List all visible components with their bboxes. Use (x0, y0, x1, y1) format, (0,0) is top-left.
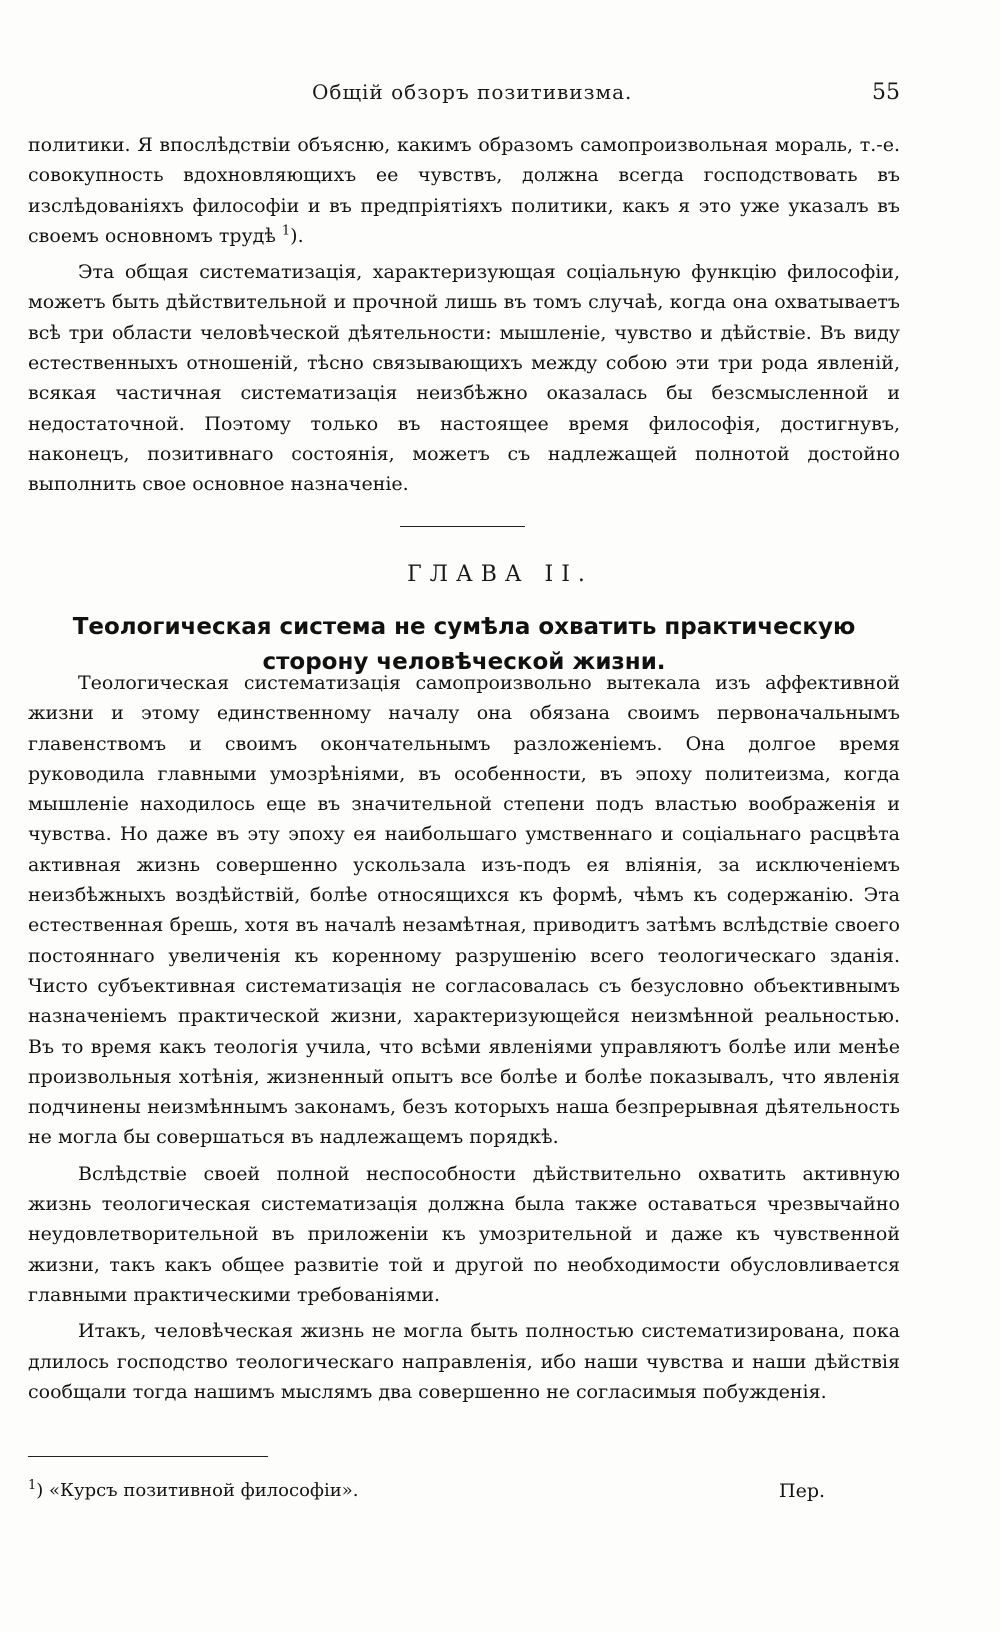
paragraph-chapter-2: Вслѣдствіе своей полной неспособности дѣйствительно охватить активную жизнь теологическая систематизація должна была также оставаться чрезвычайно неудовлетворительной въ приложеніи къ умозрительной и даже къ чувственной жизни, такъ какъ общее развитіе той и другой по необходимости обусловливается главными практическими требованіями. (28, 1162, 900, 1306)
chapter-label: ГЛАВА II. (407, 562, 593, 587)
translator-note: Пер. (779, 1480, 826, 1502)
top-section (28, 130, 900, 500)
paragraph-top-1 (28, 130, 900, 251)
page-number: 55 (872, 80, 900, 105)
footnote-marker-tail: ) (36, 1480, 44, 1501)
paragraph-top-2: Эта общая систематизація, характеризующая соціальную функцію философіи, можетъ быть дѣйствительной и прочной лишь въ томъ случаѣ, когда она охватываетъ всѣ три области человѣческой дѣятельности: мышленіе, чувство и дѣйствіе. Въ виду естественныхъ отношеній, тѣсно связывающихъ между собою эти три рода явленій, всякая частичная систематизація неизбѣжно оказалась бы безсмысленной и недостаточной. Поэтому только въ настоящее время философія, достигнувъ, наконецъ, позитивнаго состоянія, можетъ съ надлежащей полнотой достойно выполнить свое основное назначеніе. (28, 261, 900, 496)
footnote-rule (28, 1456, 268, 1457)
footnote (28, 1478, 828, 1504)
paragraph-chapter-3: Итакъ, человѣческая жизнь не могла быть полностью систематизирована, пока длилось господство теологическаго направленія, ибо наши чувства и наши дѣйствія сообщали тогда нашимъ мыслямъ два совершенно не согласимыя побужденія. (28, 1320, 900, 1403)
running-title: Общій обзоръ позитивизма. (312, 80, 633, 104)
chapter-title: Теологическая система не сумѣла охватить практическую сторону человѣческой жизни. (72, 614, 856, 675)
section-separator (400, 526, 525, 527)
footnote-ref: 1 (281, 223, 291, 239)
footnote-text: «Курсъ позитивной философіи». (49, 1480, 359, 1501)
paragraph-text: политики. Я впослѣдствіи объясню, какимъ образомъ самопроизвольная мораль, т.-е. совокупность вдохновляющихъ ее чувствъ, должна всегда господствовать въ изслѣдованіяхъ философіи и въ предпріятіяхъ политики, какъ я это уже указалъ въ своемъ основномъ трудѣ (28, 134, 900, 247)
footnote-marker: 1 (28, 1478, 37, 1493)
chapter-body (28, 668, 900, 1407)
paragraph-chapter-1: Теологическая систематизація самопроизвольно вытекала изъ аффективной жизни и этому единственному началу она обязана своимъ первоначальнымъ главенствомъ и своимъ окончательнымъ разложеніемъ. Она долгое время руководила главными умозрѣніями, въ особенности, въ эпоху политеизма, когда мышленіе находилось еще въ значительной степени подъ властью воображенія и чувства. Но даже въ эту эпоху ея наибольшаго умственнаго и соціальнаго расцвѣта активная жизнь совершенно ускользала изъ-подъ ея вліянія, за исключеніемъ неизбѣжныхъ воздѣйствій, болѣе относящихся къ формѣ, чѣмъ къ содержанію. Эта естественная брешь, хотя въ началѣ незамѣтная, приводитъ затѣмъ вслѣдствіе своего постояннаго увеличенія къ коренному разрушенію всего теологическаго зданія. Чисто субъективная систематизація не согласовалась съ безусловно объективнымъ назначеніемъ практической жизни, характеризующейся неизмѣнной реальностью. Въ то время какъ теологія учила, что всѣми явленіями управляютъ болѣе или менѣе произвольныя хотѣнія, жизненный опытъ все болѣе и болѣе показывалъ, что явленія подчинены неизмѣннымъ законамъ, безъ которыхъ наша безпрерывная дѣятельность не могла бы совершаться въ надлежащемъ порядкѣ. (28, 672, 900, 1149)
paragraph-tail: ). (290, 224, 304, 247)
